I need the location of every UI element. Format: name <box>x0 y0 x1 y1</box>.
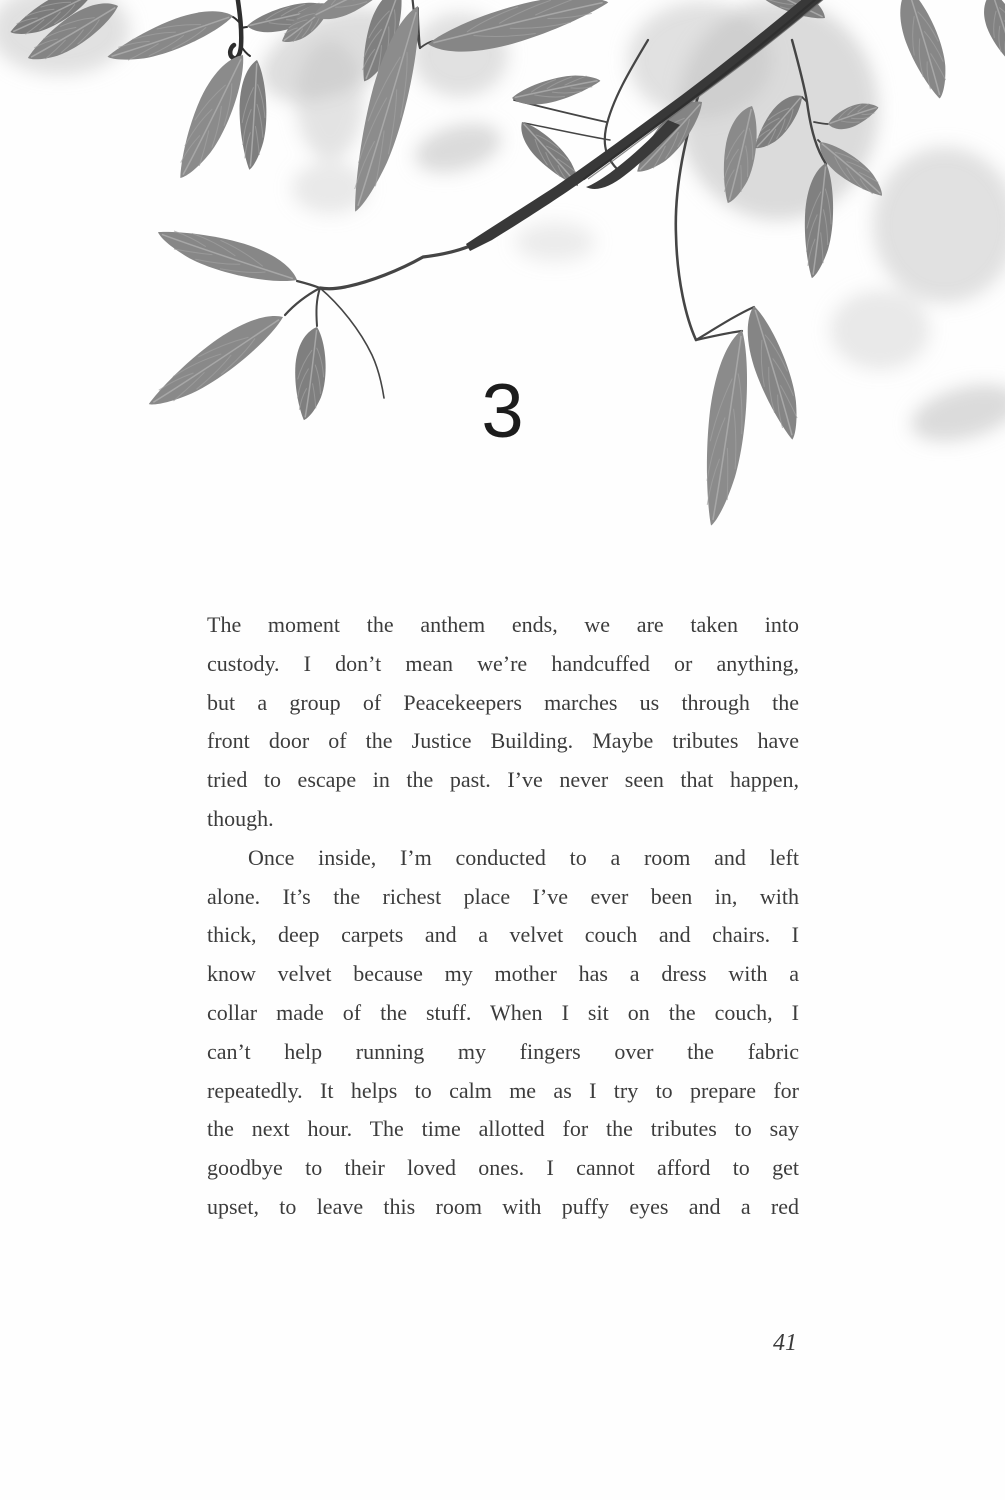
text-line: The moment the anthem ends, we are taken into <box>207 612 799 637</box>
paragraph-2 <box>207 839 799 1227</box>
text-line: but a group of Peacekeepers marches us through the <box>207 689 799 715</box>
text-line: know velvet because my mother has a dress with a <box>207 961 799 987</box>
main-branch <box>466 0 846 251</box>
chapter-number: 3 <box>481 369 524 454</box>
paragraph-1 <box>207 606 799 839</box>
text-line: Once inside, I’m conducted to a room and left <box>248 844 799 870</box>
twigs <box>230 0 828 398</box>
text-line: the next hour. The time allotted for the tributes to say <box>207 1116 799 1142</box>
leafy-branch-illustration <box>0 0 1005 560</box>
text-line: thick, deep carpets and a velvet couch and chairs. I <box>207 922 799 948</box>
text-line: goodbye to their loved ones. I cannot afford to get <box>207 1155 799 1181</box>
text-line: front door of the Justice Building. Maybe tributes have <box>207 728 799 754</box>
text-line: repeatedly. It helps to calm me as I try to prepare for <box>207 1077 799 1103</box>
text-line: tried to escape in the past. I’ve never seen that happen, <box>207 767 799 793</box>
text-line: can’t help running my fingers over the fabric <box>207 1038 799 1064</box>
page-number: 41 <box>773 1330 797 1356</box>
body-text <box>207 606 799 1227</box>
text-line: though. <box>207 805 274 831</box>
text-line: upset, to leave this room with puffy eyes and a red <box>207 1193 799 1219</box>
text-line: collar made of the stuff. When I sit on the couch, I <box>207 999 799 1025</box>
text-line: custody. I don’t mean we’re handcuffed or anything, <box>207 650 799 676</box>
text-line: alone. It’s the richest place I’ve ever been in, with <box>207 883 799 909</box>
